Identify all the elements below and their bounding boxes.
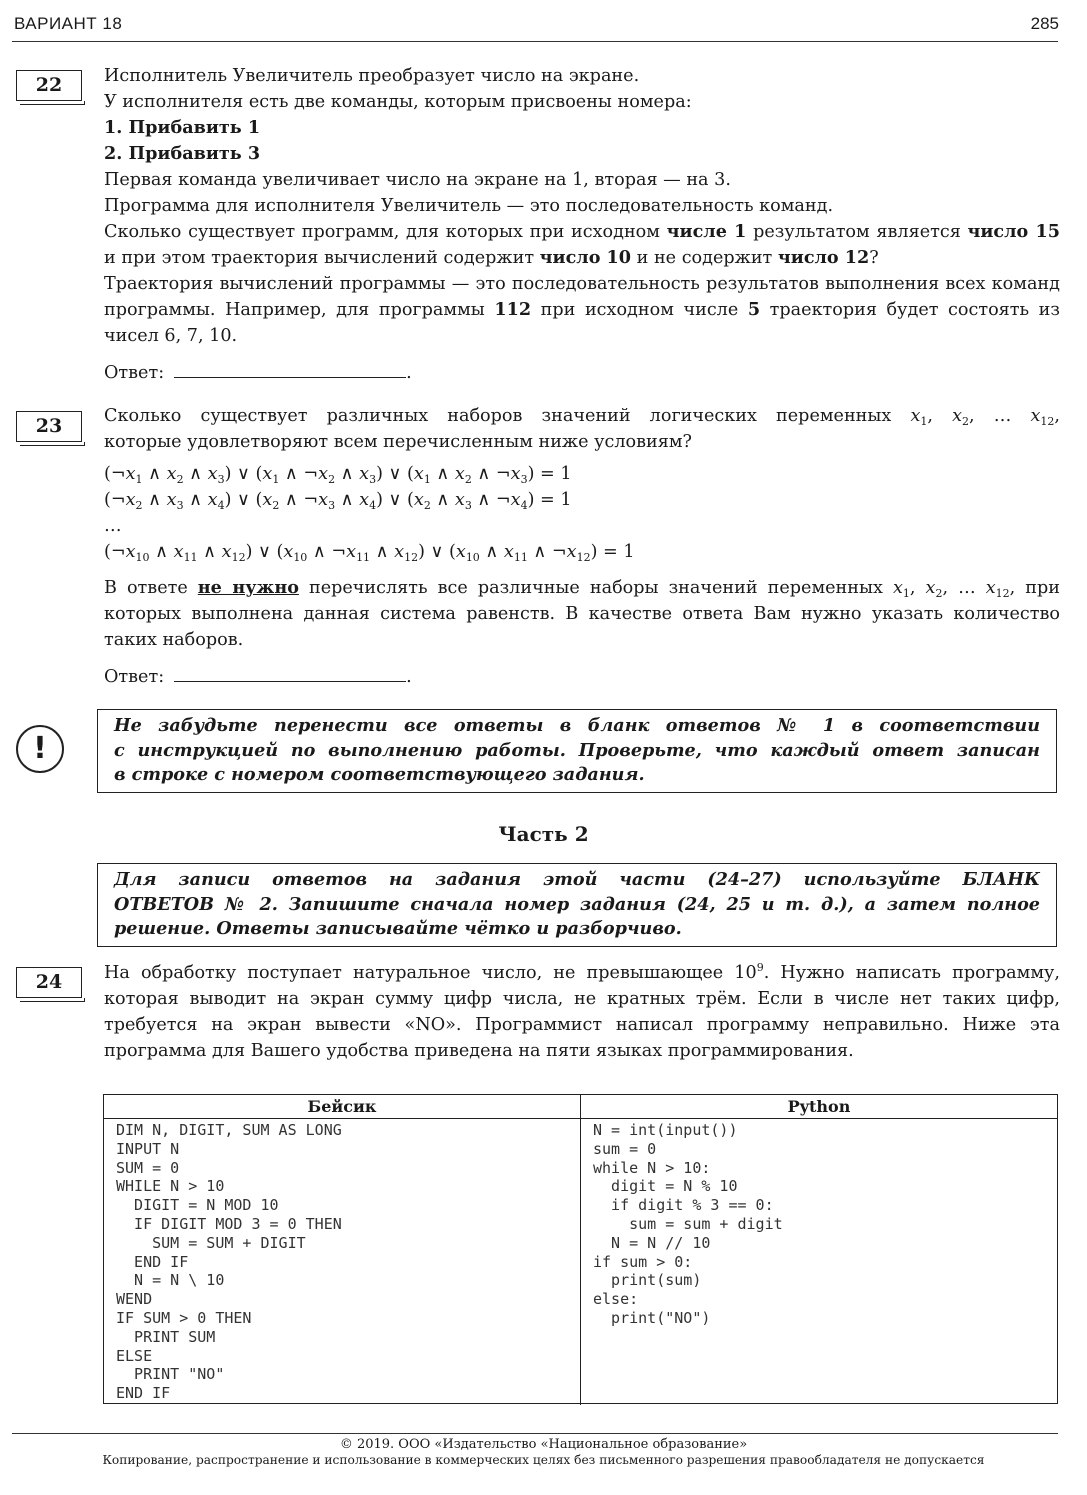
task-22-line1: Исполнитель Увеличитель преобразует число на экране. [104, 66, 640, 86]
answer-line[interactable] [174, 359, 406, 378]
task-22-trajectory: Траектория вычислений программы — это последовательность результатов выполнения всех команд программы. Например, для программы 112 при исходном числе 5 траектория будет состоять из чисел 6, 7, 10. [104, 274, 1060, 346]
part-2-title: Часть 2 [498, 822, 589, 846]
warning-box [97, 709, 1057, 793]
equation-last: ($\neg x_{10}$ ∧ $x_{11}$ ∧ $x_{12}$) ∨ ($x_{10}$ ∧ $\neg x_{11}$ ∧ $x_{12}$) ∨ ($x_{10}$ ∧ $x_{11}$ ∧ $\neg x_{12}) = 1$ [104, 542, 635, 564]
basic-code: DIM N, DIGIT, SUM AS LONG INPUT N SUM = 0 WHILE N > 10 DIGIT = N MOD 10 IF DIGIT MOD 3 = 0 THEN SUM = SUM + DIGIT END IF N = N \ 10 WEND IF SUM > 0 THEN PRINT SUM ELSE PRINT "NO" END IF [104, 1119, 581, 1405]
equation-ellipsis: … [104, 516, 122, 536]
equation-1: ($\neg x_1$ ∧ $x_2$ ∧ $x_3$) ∨ ($x_1$ ∧ $\neg x_2$ ∧ $x_3$) ∨ ($x_1$ ∧ $x_2$ ∧ $\neg x_3) = 1$ [104, 464, 572, 486]
part-2-line2: ОТВЕТОВ № 2. Запишите сначала номер задания (24, 25 и т. д.), а затем полное [114, 893, 1040, 915]
code-table-header [104, 1095, 1057, 1119]
part-2-instructions [97, 863, 1057, 947]
task-22-answer: Ответ: . [104, 359, 1060, 386]
task-22-cmd1: 1. Прибавить 1 [104, 117, 261, 138]
task-23-question-line1: Сколько существует различных наборов значений логических переменных $x_1$, $x_2$, … $x_{12}$, [104, 406, 1060, 428]
answer-line[interactable] [174, 663, 406, 682]
task-24-text: На обработку поступает натуральное число, не превышающее $10^9$. Нужно написать программу, которая выводит на экран сумму цифр числа, не кратных трём. Если в числе нет таких цифр, требуется на экран вывести «NO». Программист написал программу неправильно. Ниже эта программа для Вашего удобства приведена на пяти языках программирования. [104, 961, 1060, 1061]
python-code: N = int(input()) sum = 0 while N > 10: digit = N % 10 if digit % 3 == 0: sum = sum + digit N = N // 10 if sum > 0: print(sum) else: print("NO") [593, 1121, 783, 1327]
task-23-question-line2: которые удовлетворяют всем перечисленным ниже условиям? [104, 432, 692, 452]
footer-notice: Копирование, распространение и использование в коммерческих целях без письменного разрешения правообладателя не допускается [102, 1453, 985, 1467]
code-table-body [104, 1119, 1057, 1405]
task-23 [104, 403, 1060, 690]
warning-line1: Не забудьте перенести все ответы в бланк ответов № 1 в соответствии [114, 715, 1040, 736]
task-24 [104, 960, 1060, 1064]
header-rule [12, 41, 1058, 42]
footer-rule [12, 1433, 1058, 1434]
code-table [103, 1094, 1058, 1404]
task-22-line4: Программа для исполнителя Увеличитель — это последовательность команд. [104, 196, 834, 216]
task-23-answer: Ответ: . [104, 663, 1060, 690]
page-number: 285 [1030, 14, 1059, 33]
task-22-line2: У исполнителя есть две команды, которым присвоены номера: [104, 92, 692, 112]
task-23-note: В ответе не нужно перечислять все различные наборы значений переменных $x_1$, $x_2$, … $x_{12}$, при которых выполнена данная система равенств. В качестве ответа Вам нужно указать количество таких наборов. [104, 577, 1060, 650]
warning-line3: в строке с номером соответствующего задания. [114, 764, 645, 785]
task-22-question: Сколько существует программ, для которых при исходном числе 1 результатом является число 15 и при этом траектория вычислений содержит число 10 и не содержит число 12? [104, 221, 1061, 268]
task-22-line3: Первая команда увеличивает число на экране на 1, вторая — на 3. [104, 170, 731, 190]
footer-copyright: © 2019. ООО «Издательство «Национальное образование» [339, 1437, 748, 1452]
column-python-header: Python [787, 1097, 851, 1116]
task-22-cmd2: 2. Прибавить 3 [104, 143, 261, 164]
task-22-number: 22 [16, 70, 82, 101]
part-2-line3: решение. Ответы записывайте чётко и разборчиво. [114, 918, 682, 939]
task-22 [104, 63, 1060, 386]
column-basic-header: Бейсик [104, 1095, 581, 1118]
equation-2: ($\neg x_2$ ∧ $x_3$ ∧ $x_4$) ∨ ($x_2$ ∧ $\neg x_3$ ∧ $x_4$) ∨ ($x_2$ ∧ $x_3$ ∧ $\neg x_4) = 1$ [104, 490, 572, 512]
exclamation-icon: ! [16, 725, 64, 773]
task-24-number: 24 [16, 967, 82, 998]
task-23-number: 23 [16, 411, 82, 442]
warning-line2: с инструкцией по выполнению работы. Проверьте, что каждый ответ записан [114, 739, 1040, 761]
variant-label: ВАРИАНТ 18 [14, 14, 123, 33]
part-2-line1: Для записи ответов на задания этой части (24–27) используйте БЛАНК [114, 869, 1040, 890]
